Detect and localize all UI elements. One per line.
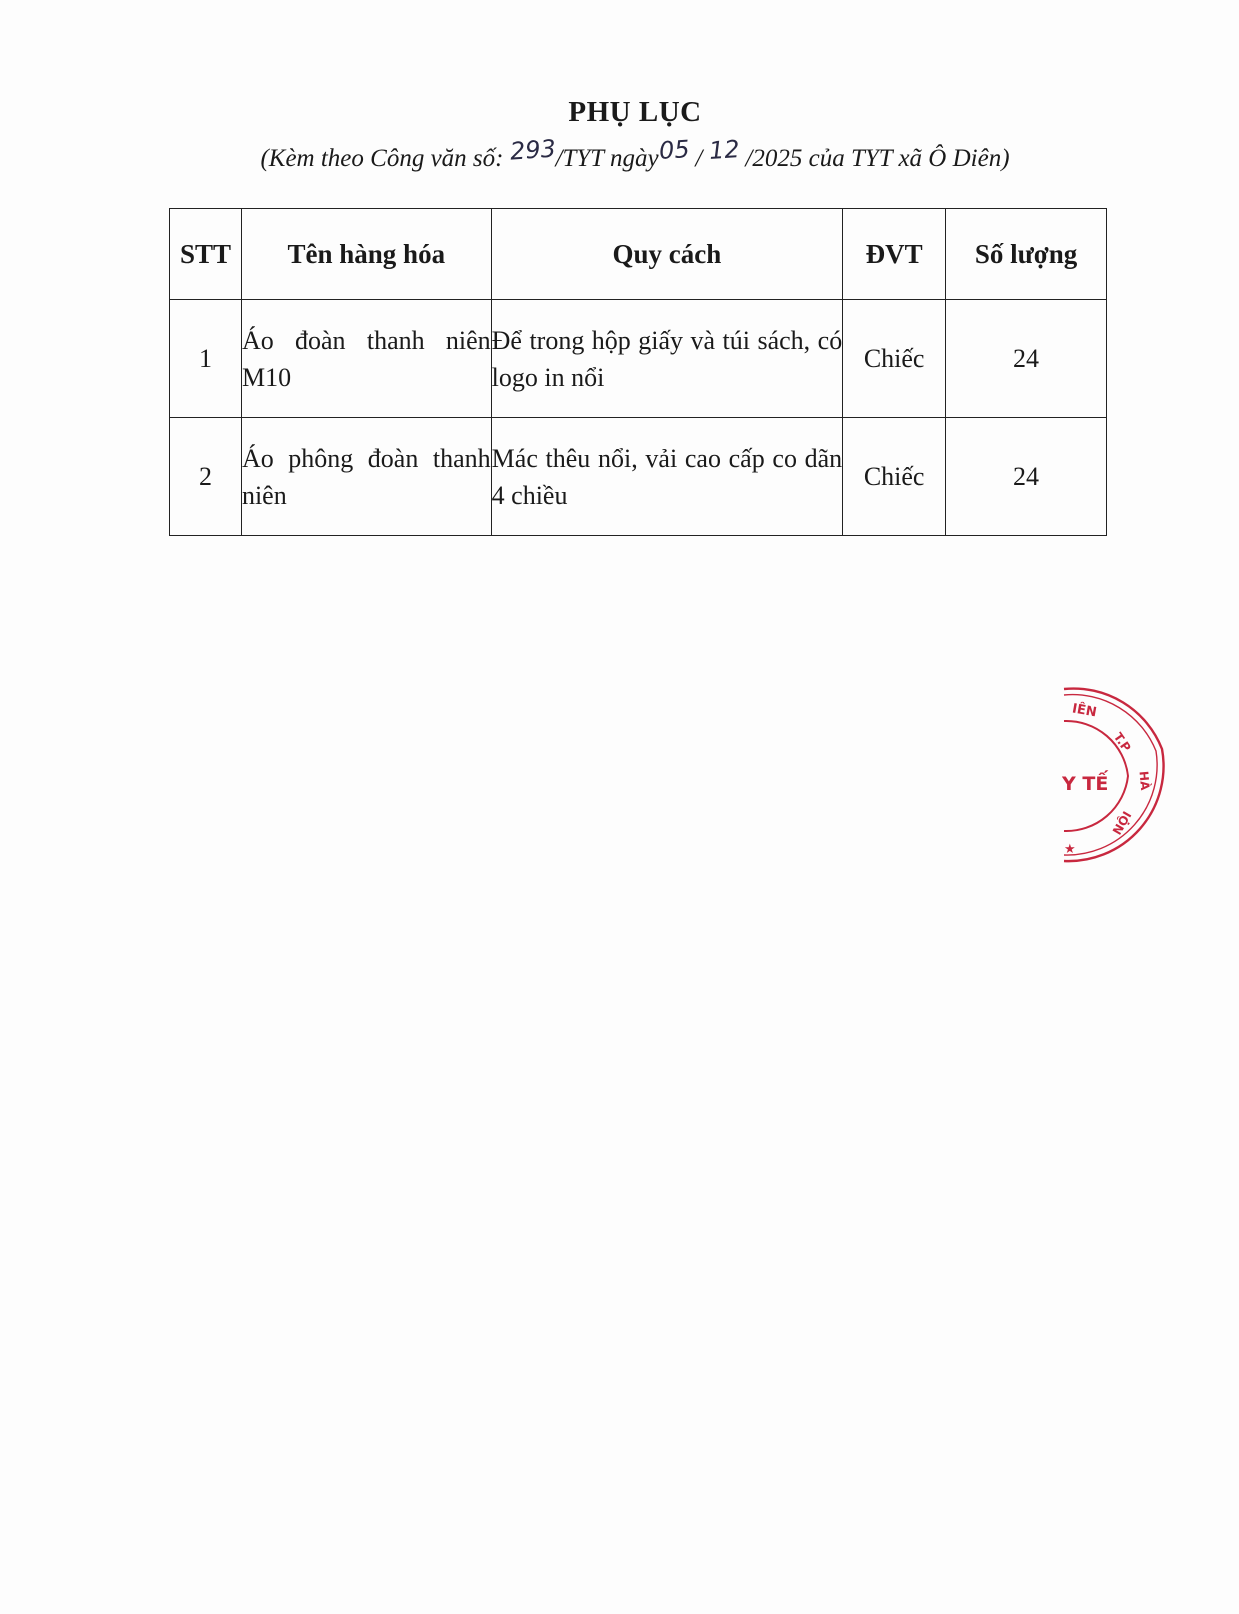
subtitle-middle: /TYT ngày — [555, 145, 659, 172]
header-item-name: Tên hàng hóa — [241, 209, 491, 300]
subtitle-suffix: /2025 của TYT xã Ô Diên) — [739, 145, 1010, 172]
stamp-text-center: Y TẾ — [1062, 773, 1109, 795]
stamp-text-noi: NỘI — [1109, 809, 1135, 838]
cell-unit: Chiếc — [843, 300, 946, 418]
stamp-star-icon: ★ — [1064, 842, 1076, 857]
table-row — [170, 300, 1107, 418]
cell-specification: Mác thêu nổi, vải cao cấp co dãn 4 chiều — [491, 418, 843, 536]
goods-table — [169, 208, 1107, 536]
handwritten-day: 05 — [657, 134, 691, 166]
cell-quantity: 24 — [946, 300, 1107, 418]
cell-specification: Để trong hộp giấy và túi sách, có logo in nổi — [491, 300, 843, 418]
cell-stt: 1 — [170, 300, 242, 418]
header-stt: STT — [170, 209, 242, 300]
handwritten-month: 12 — [707, 134, 741, 166]
handwritten-document-number: 293 — [508, 134, 557, 166]
cell-unit: Chiếc — [843, 418, 946, 536]
header-quantity: Số lượng — [946, 209, 1107, 300]
subtitle-prefix: (Kèm theo Công văn số: — [260, 145, 510, 172]
cell-item-name: Áo phông đoàn thanh niên — [241, 418, 491, 536]
header-specification: Quy cách — [491, 209, 843, 300]
document-subtitle — [0, 134, 1239, 173]
document-title: PHỤ LỤC — [568, 96, 702, 128]
table-header-row — [170, 209, 1107, 300]
official-stamp — [1062, 681, 1182, 881]
table-row — [170, 418, 1107, 536]
cell-quantity: 24 — [946, 418, 1107, 536]
subtitle-separator: / — [689, 145, 709, 172]
stamp-text-top: IÊN — [1070, 701, 1098, 721]
stamp-text-tp: T.P — [1110, 730, 1134, 755]
cell-stt: 2 — [170, 418, 242, 536]
stamp-text-ha: HÀ — [1136, 770, 1153, 791]
header-unit: ĐVT — [843, 209, 946, 300]
cell-item-name: Áo đoàn thanh niên M10 — [241, 300, 491, 418]
